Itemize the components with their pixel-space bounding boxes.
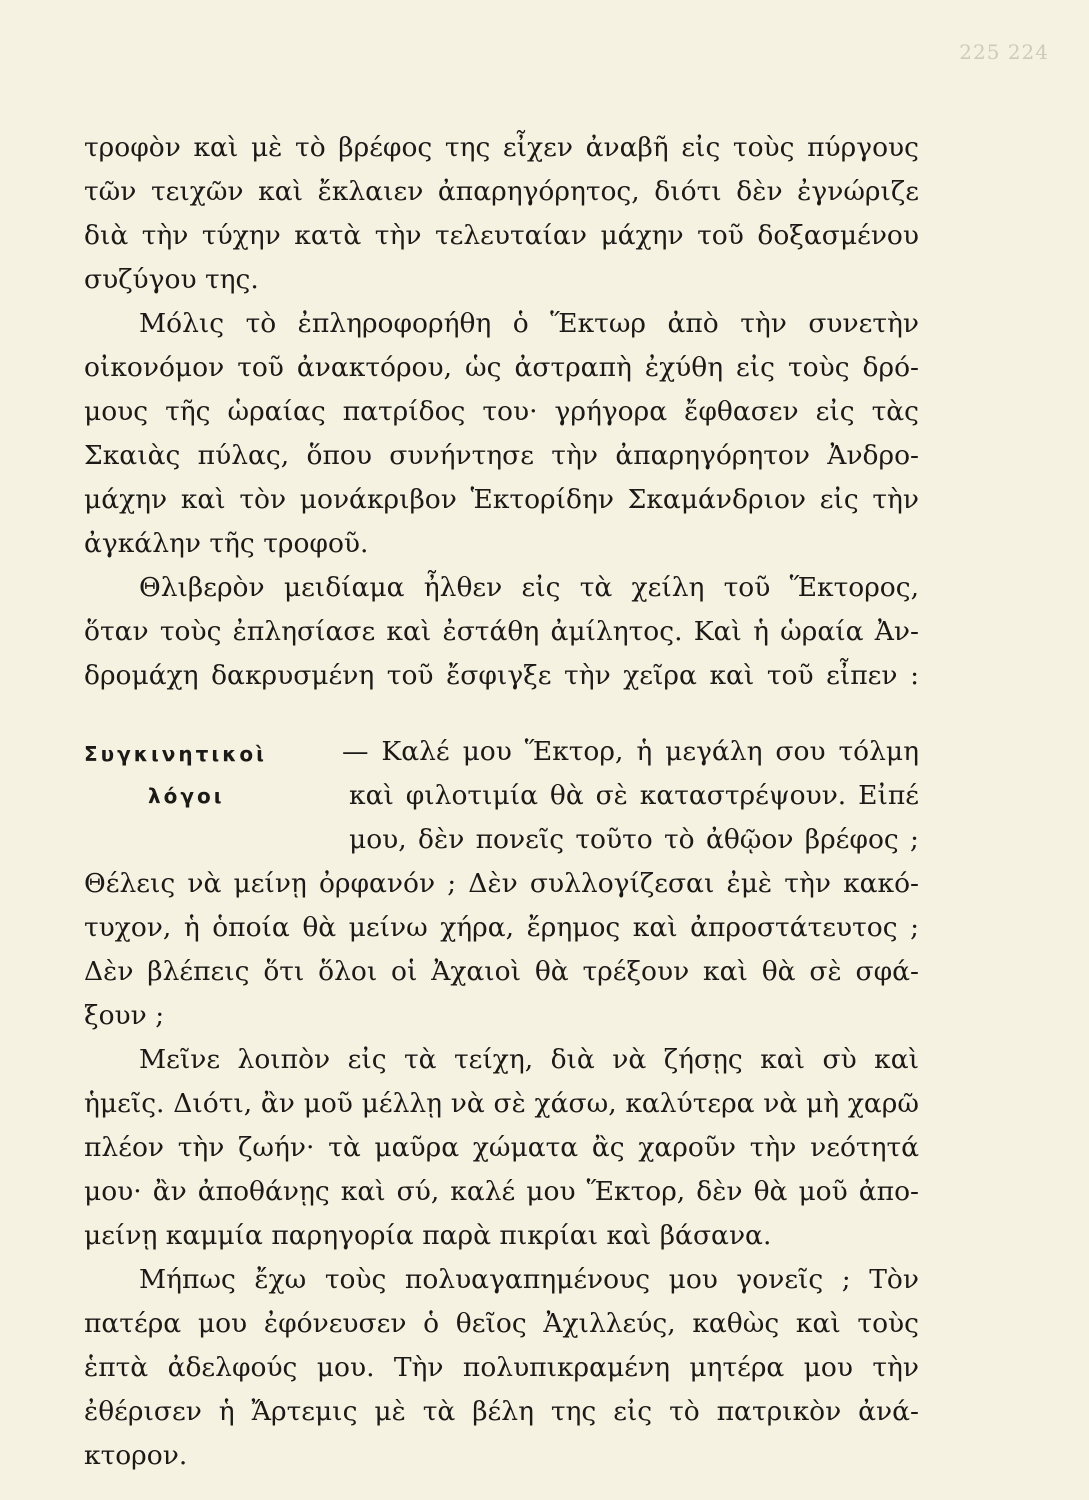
text-line: πατέρα μου ἐφόνευσεν ὁ θεῖος Ἀχιλλεύς, καθὼς καὶ τοὺς: [84, 1308, 919, 1339]
text-line: τροφὸν καὶ μὲ τὸ βρέφος της εἶχεν ἀναβῆ εἰς τοὺς πύργους: [84, 132, 919, 163]
text-line: τυχον, ἡ ὁποία θὰ μείνω χήρα, ἔρημος καὶ ἀπροστάτευτος ;: [84, 912, 919, 943]
margin-note: [84, 742, 267, 766]
text-line: συζύγου της.: [84, 264, 259, 295]
margin-note: [148, 784, 225, 808]
text-line: Θέλεις νὰ μείνῃ ὀρφανόν ; Δὲν συλλογίζεσαι ἐμὲ τὴν κακό-: [84, 868, 919, 899]
text-line: πλέον τὴν ζωήν· τὰ μαῦρα χώματα ἂς χαροῦν τὴν νεότητά: [84, 1132, 919, 1163]
text-line: τῶν τειχῶν καὶ ἔκλαιεν ἀπαρηγόρητος, διότι δὲν ἐγνώριζε: [84, 176, 919, 207]
text-line: Μεῖνε λοιπὸν εἰς τὰ τείχη, διὰ νὰ ζήσῃς καὶ σὺ καὶ: [139, 1044, 919, 1075]
text-line: — Καλέ μου Ἕκτορ, ἡ μεγάλη σου τόλμη: [342, 736, 919, 767]
text-line: δρομάχη δακρυσμένη τοῦ ἔσφιγξε τὴν χεῖρα καὶ τοῦ εἶπεν :: [84, 660, 919, 691]
text-line: Θλιβερὸν μειδίαμα ἦλθεν εἰς τὰ χείλη τοῦ Ἕκτορος,: [139, 572, 919, 603]
text-line: ξουν ;: [84, 1000, 165, 1031]
text-line: Μόλις τὸ ἐπληροφορήθη ὁ Ἕκτωρ ἀπὸ τὴν συνετὴν: [139, 308, 919, 339]
text-line: ἐθέρισεν ἡ Ἄρτεμις μὲ τὰ βέλη της εἰς τὸ πατρικὸν ἀνά-: [84, 1396, 919, 1427]
text-line: μείνῃ καμμία παρηγορία παρὰ πικρίαι καὶ βάσανα.: [84, 1220, 772, 1251]
text-line: οἰκονόμον τοῦ ἀνακτόρου, ὡς ἀστραπὴ ἐχύθη εἰς τοὺς δρό-: [84, 352, 919, 383]
text-line: ὅταν τοὺς ἐπλησίασε καὶ ἐστάθη ἀμίλητος. Καὶ ἡ ὡραία Ἀν-: [84, 616, 919, 647]
text-line: ἀγκάλην τῆς τροφοῦ.: [84, 528, 369, 559]
text-line: Μήπως ἔχω τοὺς πολυαγαπημένους μου γονεῖς ; Τὸν: [139, 1264, 919, 1295]
text-line: διὰ τὴν τύχην κατὰ τὴν τελευταίαν μάχην τοῦ δοξασμένου: [84, 220, 919, 251]
text-line: μου, δὲν πονεῖς τοῦτο τὸ ἀθῷον βρέφος ;: [349, 824, 919, 855]
text-line: καὶ φιλοτιμία θὰ σὲ καταστρέψουν. Εἰπέ: [349, 780, 919, 811]
text-line: Σκαιὰς πύλας, ὅπου συνήντησε τὴν ἀπαρηγόρητον Ἀνδρο-: [84, 440, 919, 471]
text-line: μου· ἂν ἀποθάνῃς καὶ σύ, καλέ μου Ἕκτορ, δὲν θὰ μοῦ ἀπο-: [84, 1176, 919, 1207]
margin-note-line: Συγκινητικοὶ: [84, 742, 267, 766]
margin-note-line: λόγοι: [148, 784, 225, 808]
faded-page-number: 225 224: [959, 40, 1049, 64]
text-line: Δὲν βλέπεις ὅτι ὅλοι οἱ Ἀχαιοὶ θὰ τρέξουν καὶ θὰ σὲ σφά-: [84, 956, 919, 987]
text-line: κτορον.: [84, 1440, 188, 1471]
text-line: ἑπτὰ ἀδελφούς μου. Τὴν πολυπικραμένη μητέρα μου τὴν: [84, 1352, 919, 1383]
text-line: μάχην καὶ τὸν μονάκριβον Ἑκτορίδην Σκαμάνδριον εἰς τὴν: [84, 484, 919, 515]
text-line: μους τῆς ὡραίας πατρίδος του· γρήγορα ἔφθασεν εἰς τὰς: [84, 396, 919, 427]
text-line: ἡμεῖς. Διότι, ἂν μοῦ μέλλῃ νὰ σὲ χάσω, καλύτερα νὰ μὴ χαρῶ: [84, 1088, 919, 1119]
